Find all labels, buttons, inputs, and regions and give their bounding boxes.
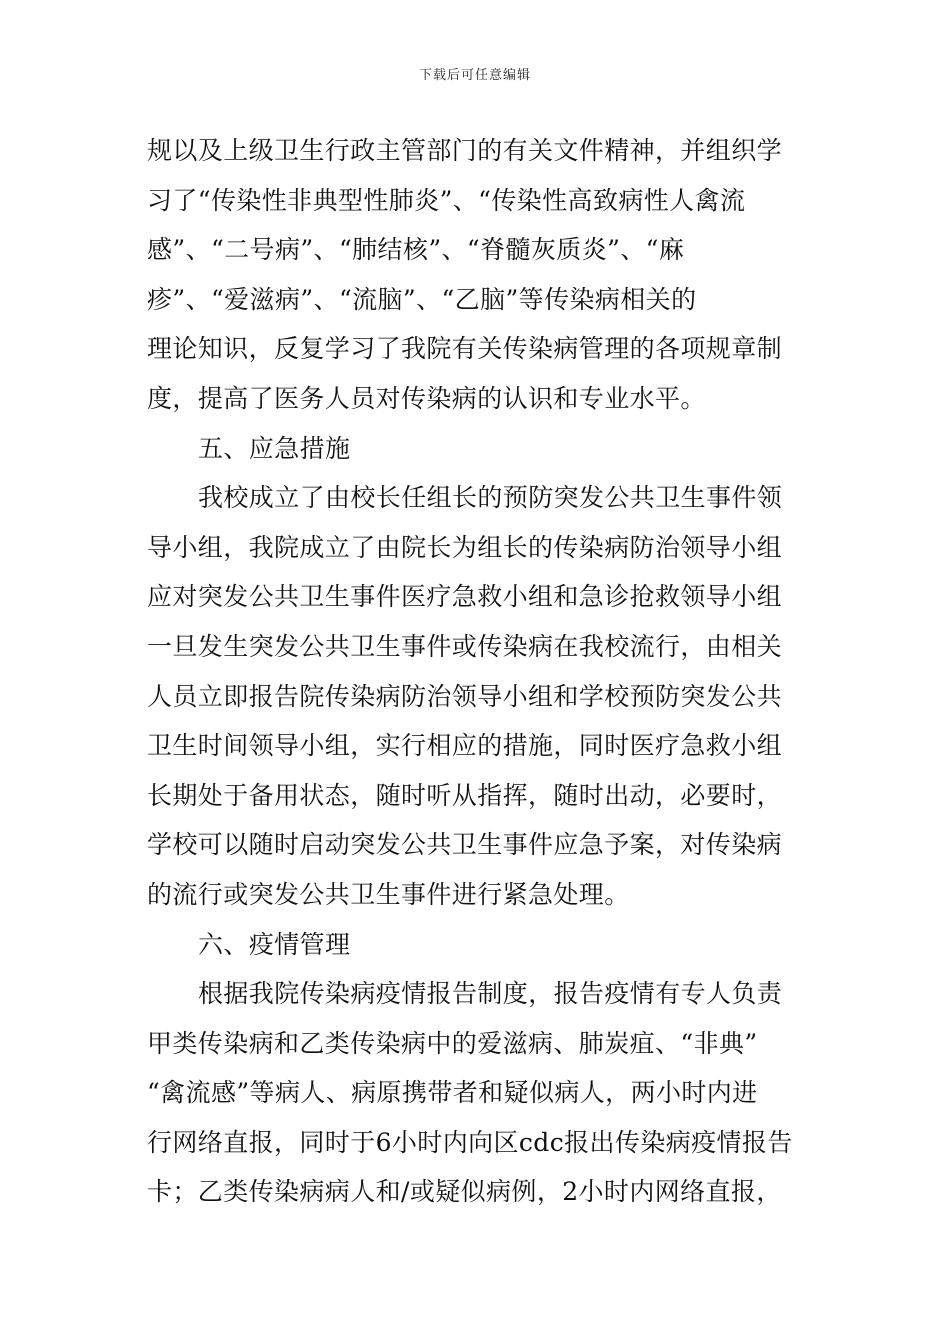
text-line: 长期处于备用状态，随时听从指挥，随时出动，必要时， xyxy=(147,780,783,810)
text-line: 习了“传染性非典型性肺炎”、“传染性高致病性人禽流 xyxy=(147,185,746,215)
text-line: 学校可以随时启动突发公共卫生事件应急予案，对传染病 xyxy=(147,830,783,860)
section-heading: 六、疫情管理 xyxy=(198,929,351,959)
text-line: 导小组，我院成立了由院长为组长的传染病防治领导小组 xyxy=(147,532,783,562)
section-heading: 五、应急措施 xyxy=(198,433,351,463)
text-line: 度，提高了医务人员对传染病的认识和专业水平。 xyxy=(147,383,706,413)
text-line: 的流行或突发公共卫生事件进行紧急处理。 xyxy=(147,879,630,909)
text-line: 感”、“二号病”、“肺结核”、“脊髓灰质炎”、“麻 xyxy=(147,235,685,265)
paragraph-first-line: 根据我院传染病疫情报告制度，报告疫情有专人负责 xyxy=(198,979,783,1009)
text-line: 行网络直报，同时于6小时内向区cdc报出传染病疫情报告 xyxy=(147,1127,793,1157)
paragraph-first-line: 我校成立了由校长任组长的预防突发公共卫生事件领 xyxy=(198,483,783,513)
text-line: 卡；乙类传染病病人和/或疑似病例，2小时内网络直报， xyxy=(147,1177,782,1207)
document-body xyxy=(147,126,817,1217)
page-header: 下载后可任意编辑 xyxy=(418,68,531,83)
text-line: “禽流感”等病人、病原携带者和疑似病人，两小时内进 xyxy=(147,1078,758,1108)
text-line: 一旦发生突发公共卫生事件或传染病在我校流行，由相关 xyxy=(147,631,783,661)
text-line: 疹”、“爱滋病”、“流脑”、“乙脑”等传染病相关的 xyxy=(147,284,697,314)
text-line: 应对突发公共卫生事件医疗急救小组和急诊抢救领导小组 xyxy=(147,582,783,612)
text-line: 理论知识，反复学习了我院有关传染病管理的各项规章制 xyxy=(147,334,783,364)
text-line: 人员立即报告院传染病防治领导小组和学校预防突发公共 xyxy=(147,681,783,711)
text-line: 甲类传染病和乙类传染病中的爱滋病、肺炭疽、“非典” xyxy=(147,1028,758,1058)
text-line: 卫生时间领导小组，实行相应的措施，同时医疗急救小组 xyxy=(147,731,783,761)
text-line: 规以及上级卫生行政主管部门的有关文件精神，并组织学 xyxy=(147,136,783,165)
